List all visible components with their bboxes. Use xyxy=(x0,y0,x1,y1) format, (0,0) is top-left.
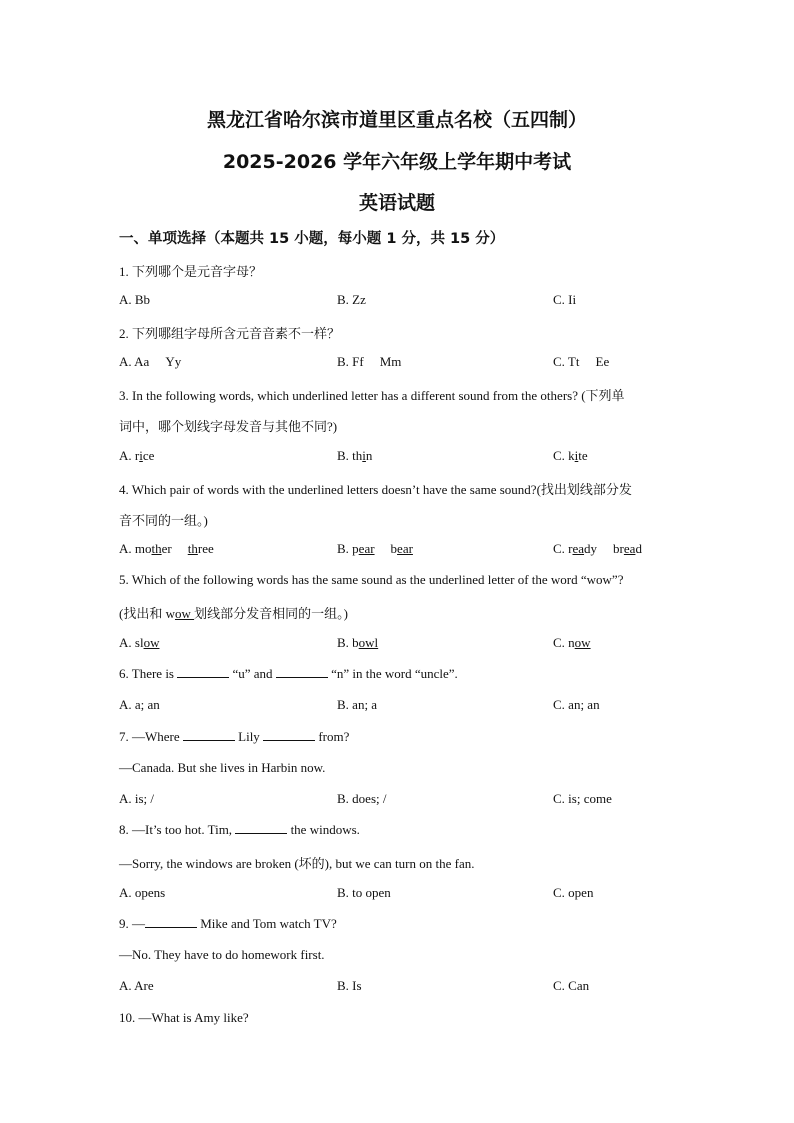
question-2-stem: 2. 下列哪组字母所含元音音素不一样？ xyxy=(119,326,341,341)
q7-option-a: A. is; / xyxy=(119,791,155,806)
exam-title-line2: 2025-2026 学年六年级上学年期中考试 xyxy=(222,151,572,173)
question-9-line2: —No. They have to do homework first. xyxy=(119,947,325,962)
q8-option-c: C. open xyxy=(553,885,594,900)
q5-option-b: B. bowl xyxy=(337,635,379,650)
question-7-stem: 7. —Where Lily from? xyxy=(119,729,350,744)
q9-option-a: A. Are xyxy=(119,978,154,993)
question-3-stem-line1: 3. In the following words, which underlined letter has a different sound from the others? (下列单 xyxy=(119,388,625,403)
q2-option-c: C. Tt Ee xyxy=(553,354,610,369)
q6-option-c: C. an; an xyxy=(553,697,600,712)
q5-option-c: C. now xyxy=(553,635,591,650)
answer-blank xyxy=(263,730,315,741)
answer-blank xyxy=(235,823,287,834)
question-7-line2: —Canada. But she lives in Harbin now. xyxy=(119,760,326,775)
q6-option-b: B. an; a xyxy=(337,697,378,712)
question-3-stem-line2: 词中，哪个划线字母发音与其他不同?) xyxy=(119,419,338,434)
q1-option-c: C. Ii xyxy=(553,292,577,307)
q3-option-a: A. rice xyxy=(119,448,155,463)
q5-option-a: A. slow xyxy=(119,635,160,650)
question-8-stem: 8. —It’s too hot. Tim, the windows. xyxy=(119,822,360,837)
question-1-stem: 1. 下列哪个是元音字母？ xyxy=(119,264,263,279)
q8-option-b: B. to open xyxy=(337,885,391,900)
q4-option-c: C. ready bread xyxy=(553,541,642,556)
q4-option-b: B. pear bear xyxy=(337,541,413,556)
q1-option-a: A. Bb xyxy=(119,292,151,307)
question-9-stem: 9. — Mike and Tom watch TV? xyxy=(119,916,337,931)
q6-option-a: A. a; an xyxy=(119,697,160,712)
q7-option-b: B. does; / xyxy=(337,791,387,806)
q4-option-a: A. mother three xyxy=(119,541,214,556)
q9-option-c: C. Can xyxy=(553,978,590,993)
q7-option-c: C. is; come xyxy=(553,791,612,806)
question-6-stem: 6. There is “u” and “n” in the word “uncle”. xyxy=(119,666,458,681)
q2-option-b: B. Ff Mm xyxy=(337,354,402,369)
answer-blank xyxy=(183,730,235,741)
answer-blank xyxy=(145,917,197,928)
exam-title-line1: 黑龙江省哈尔滨市道里区重点名校（五四制） xyxy=(206,109,587,131)
question-10-stem: 10. —What is Amy like? xyxy=(119,1010,249,1025)
q2-option-a: A. Aa Yy xyxy=(119,354,182,369)
q1-option-b: B. Zz xyxy=(337,292,366,307)
question-4-stem-line1: 4. Which pair of words with the underlined letters doesn’t have the same sound?(找出划线部分发 xyxy=(119,482,632,497)
q9-option-b: B. Is xyxy=(337,978,362,993)
q3-option-b: B. thin xyxy=(337,448,373,463)
question-8-line2: —Sorry, the windows are broken (坏的), but we can turn on the fan. xyxy=(119,856,475,871)
question-4-stem-line2: 音不同的一组。) xyxy=(119,513,208,528)
exam-title-line3: 英语试题 xyxy=(358,192,435,214)
question-5-stem-line2: (找出和 wow 划线部分发音相同的一组。) xyxy=(119,606,348,621)
section-heading: 一、单项选择（本题共 15 小题，每小题 1 分，共 15 分） xyxy=(119,231,505,247)
question-5-stem-line1: 5. Which of the following words has the same sound as the underlined letter of the word “wow”? xyxy=(119,572,624,587)
q3-option-c: C. kite xyxy=(553,448,588,463)
q8-option-a: A. opens xyxy=(119,885,166,900)
answer-blank xyxy=(177,667,229,678)
answer-blank xyxy=(276,667,328,678)
